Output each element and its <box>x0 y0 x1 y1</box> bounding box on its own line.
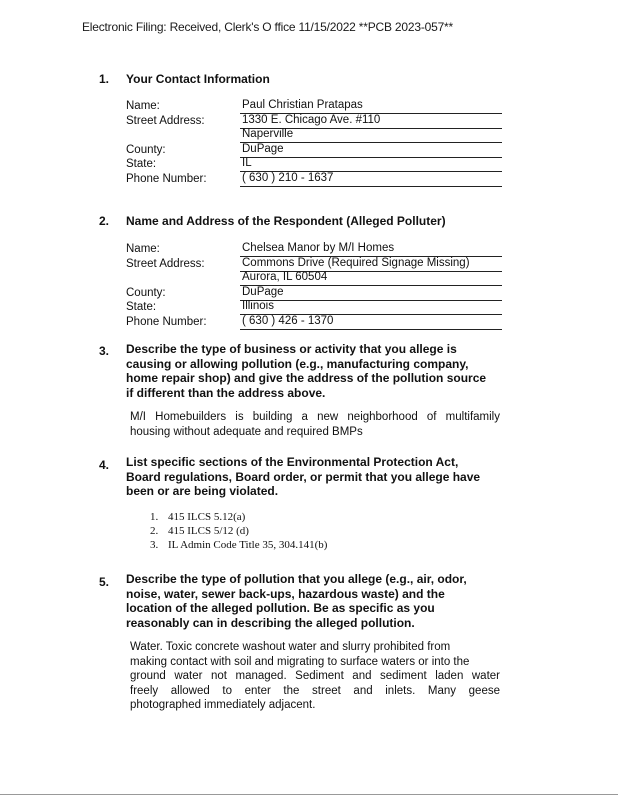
question-line: Describe the type of business or activity that you allege is <box>126 342 457 356</box>
section-4-question <box>126 455 506 499</box>
item-text: 415 ILCS 5/12 (d) <box>168 525 249 537</box>
field-label: Phone Number: <box>126 316 207 328</box>
respondent-name-value: Chelsea Manor by M/I Homes <box>240 242 502 257</box>
answer-line: housing without adequate and required BMPs <box>130 425 363 438</box>
field-label: Street Address: <box>126 258 205 270</box>
field-label: County: <box>126 287 166 299</box>
respondent-state-value: Illinois <box>240 300 502 315</box>
item-number: 2. <box>150 525 159 537</box>
item-text: 415 ILCS 5.12(a) <box>168 511 246 523</box>
answer-line: ground water not managed. Sediment and sediment laden water <box>130 670 500 682</box>
page-bottom-edge <box>0 794 618 795</box>
filing-stamp-header: Electronic Filing: Received, Clerk's O ffice 11/15/2022 **PCB 2023-057** <box>82 20 453 34</box>
contact-county-value: DuPage <box>240 143 502 158</box>
section-5-number: 5. <box>99 575 110 589</box>
question-line: been or are being violated. <box>126 484 279 498</box>
respondent-county-value: DuPage <box>240 286 502 301</box>
field-label: State: <box>126 158 157 170</box>
contact-name-value: Paul Christian Pratapas <box>240 99 502 114</box>
answer-line: making contact with soil and migrating to surface waters or into the <box>130 655 470 668</box>
list-item <box>150 510 327 524</box>
field-label: County: <box>126 144 166 156</box>
question-line: location of the alleged pollution. Be as specific as you <box>126 601 435 615</box>
field-label: Street Address: <box>126 115 205 127</box>
field-label: Name: <box>126 243 160 255</box>
respondent-phone-value: ( 630 ) 426 - 1370 <box>240 315 502 330</box>
section-3-answer <box>130 410 500 439</box>
section-1-number: 1. <box>99 72 110 86</box>
section-2-title: Name and Address of the Respondent (Alleged Polluter) <box>126 214 446 228</box>
contact-street-value: 1330 E. Chicago Ave. #110 <box>240 114 502 129</box>
item-number: 1. <box>150 511 159 523</box>
question-line: home repair shop) and give the address of the pollution source <box>126 371 487 385</box>
answer-line: photographed immediately adjacent. <box>130 699 316 711</box>
list-item <box>150 538 327 552</box>
section-4-number: 4. <box>99 458 110 472</box>
contact-state-value: IL <box>240 157 502 172</box>
field-label: Phone Number: <box>126 173 207 185</box>
question-line: causing or allowing pollution (e.g., manufacturing company, <box>126 356 469 371</box>
section-5-answer <box>130 640 500 713</box>
question-line: noise, water, sewer back-ups, hazardous waste) and the <box>126 586 445 601</box>
field-label: State: <box>126 301 157 313</box>
section-1-title: Your Contact Information <box>126 72 270 86</box>
section-3-number: 3. <box>99 344 110 358</box>
question-line: Board regulations, Board order, or permit that you allege have <box>126 469 481 484</box>
question-line: Describe the type of pollution that you allege (e.g., air, odor, <box>126 572 467 586</box>
question-line: if different than the address above. <box>126 385 326 400</box>
question-line: List specific sections of the Environmental Protection Act, <box>126 455 459 469</box>
section-2-number: 2. <box>99 214 110 228</box>
violations-list <box>150 510 327 552</box>
respondent-street-value: Commons Drive (Required Signage Missing) <box>240 257 502 272</box>
list-item <box>150 524 327 538</box>
section-5-question <box>126 572 506 630</box>
item-text: IL Admin Code Title 35, 304.141(b) <box>168 539 328 551</box>
question-line: reasonably can in describing the alleged pollution. <box>126 615 415 630</box>
respondent-city-value: Aurora, IL 60504 <box>240 271 502 286</box>
section-3-question <box>126 342 506 400</box>
field-label: Name: <box>126 100 160 112</box>
answer-line: Water. Toxic concrete washout water and slurry prohibited from <box>130 641 451 653</box>
contact-city-value: Naperville <box>240 128 502 143</box>
item-number: 3. <box>150 539 159 551</box>
answer-line: M/I Homebuilders is building a new neighborhood of multifamily <box>130 411 500 423</box>
contact-phone-value: ( 630 ) 210 - 1637 <box>240 172 502 187</box>
answer-line: freely allowed to enter the street and inlets. Many geese <box>130 684 500 697</box>
